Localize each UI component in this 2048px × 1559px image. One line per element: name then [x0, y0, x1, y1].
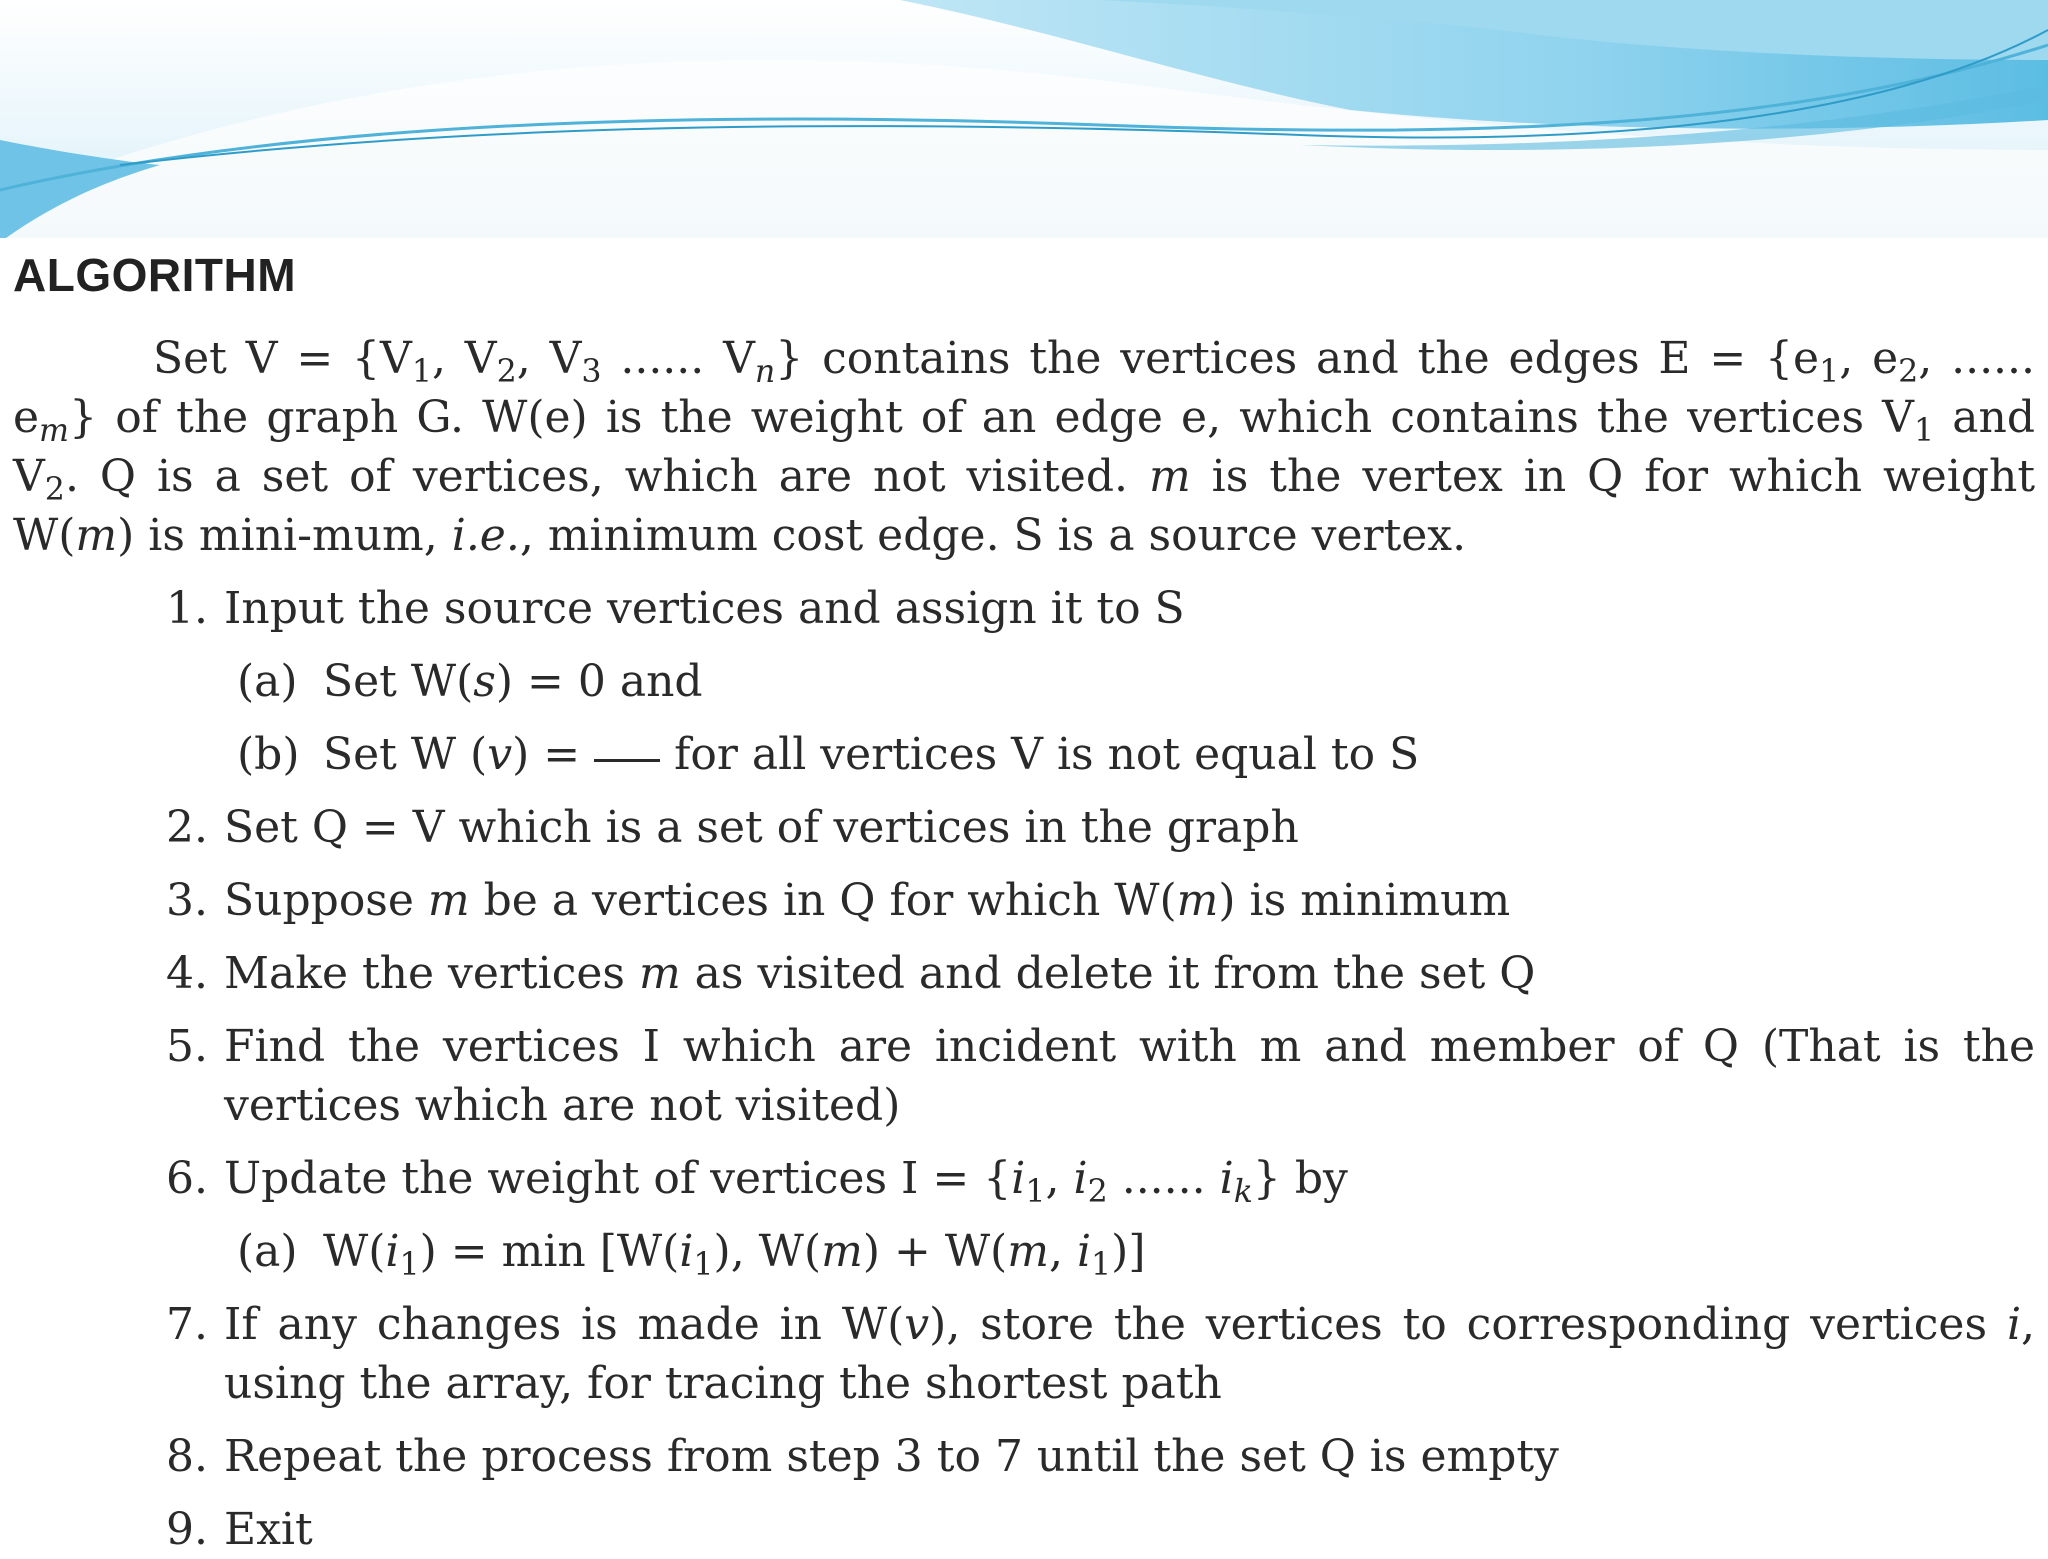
step-number: 9.: [166, 1504, 208, 1555]
step-text: Set Q = V which is a set of vertices in the graph: [224, 802, 1299, 853]
intro-paragraph: Set $V = \{V_1$, $V_2$, $V_3$ ...... $V_n$} contains the vertices and the edges $E = \{e_1$, $e_2$, ...... $e_m$} of the graph G. W(e) is the weight of an edge e, which contains the vertices $V_1$ and $V_2$. Q is a set of vertices, which are not visited. m is the vertex in Q for which weight W(m) is mini-mum, i.e., minimum cost edge. S is a source vertex.: [13, 333, 2036, 561]
algorithm-content: [13, 240, 2035, 1559]
step-text: Exit: [224, 1504, 313, 1555]
header-banner: [0, 0, 2048, 238]
step-1b: (b) Set W (v) = for all vertices V is not equal to S: [13, 725, 2035, 784]
step-9: [13, 1500, 2035, 1559]
wave-decoration: [0, 0, 2048, 238]
step-number: 1.: [166, 583, 208, 634]
substep-label: (b): [237, 729, 300, 780]
step-number: 7.: [166, 1299, 208, 1350]
substep-label: (a): [237, 1226, 298, 1277]
step-number: 8.: [166, 1431, 208, 1482]
step-number: 6.: [166, 1153, 208, 1204]
step-4: 4. Make the vertices m as visited and delete it from the set Q: [13, 944, 2035, 1003]
step-7: 7. If any changes is made in W(v), store the vertices to corresponding vertices i, using the array, for tracing the shortest path: [13, 1295, 2035, 1413]
step-2: [13, 798, 2035, 857]
step-6a: (a) $W(i_1) = \min [W(i_1)$, W(m) + W(m, $i_1$)]: [13, 1222, 2035, 1281]
step-number: 5.: [166, 1021, 208, 1072]
step-text: Input the source vertices and assign it to S: [224, 583, 1185, 634]
step-8: [13, 1427, 2035, 1486]
step-number: 4.: [166, 948, 208, 999]
substep-label: (a): [237, 656, 298, 707]
step-6: 6. Update the weight of vertices $I = \{i_1$, $i_2$ ...... $i_k$} by: [13, 1149, 2035, 1208]
step-text: Repeat the process from step 3 to 7 until the set Q is empty: [224, 1431, 1559, 1482]
step-1: [13, 579, 2035, 638]
step-5: [13, 1017, 2035, 1135]
step-text: Find the vertices I which are incident with m and member of Q (That is the vertices which are not visited): [224, 1021, 2035, 1131]
step-1a: (a) Set W(s) = 0 and: [13, 652, 2035, 711]
step-3: 3. Suppose m be a vertices in Q for which W(m) is minimum: [13, 871, 2035, 930]
step-number: 3.: [166, 875, 208, 926]
blank-line: [594, 759, 660, 762]
step-number: 2.: [166, 802, 208, 853]
section-heading: ALGORITHM: [13, 249, 297, 301]
